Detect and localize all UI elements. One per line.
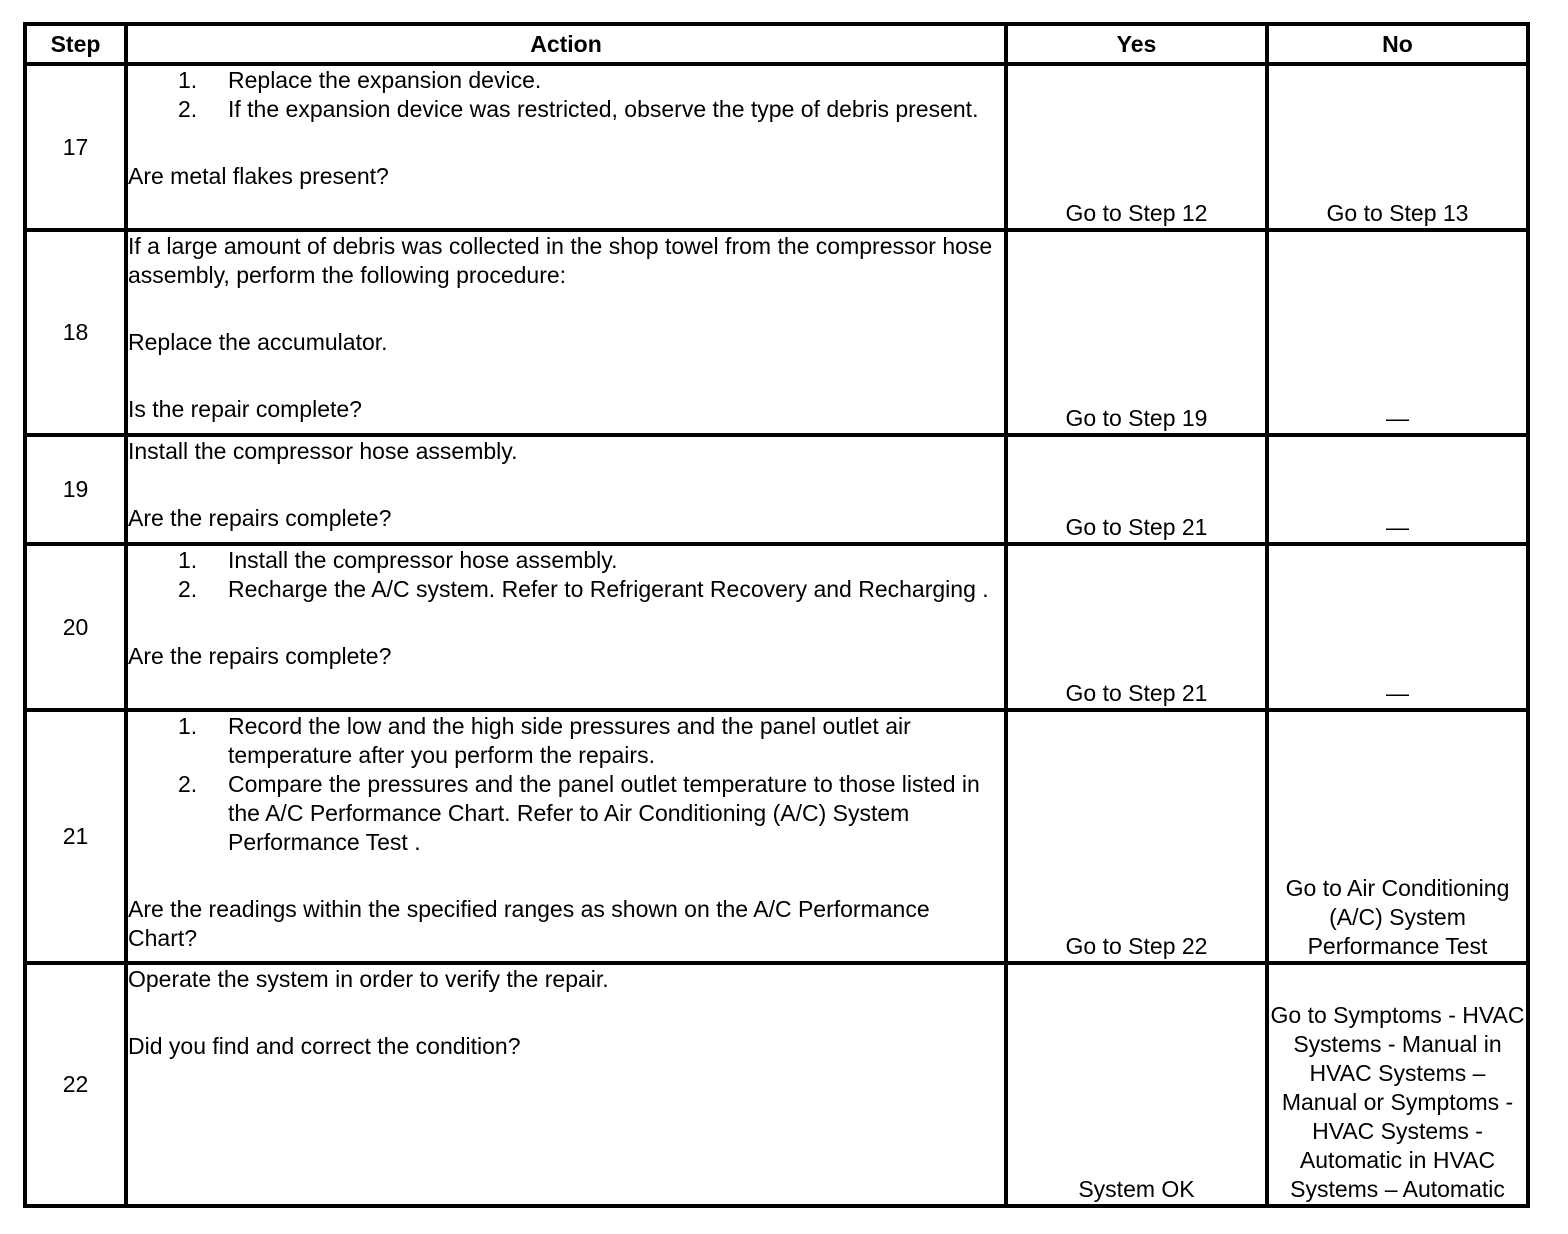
no-result: Go to Air Conditioning (A/C) System Performance Test: [1267, 710, 1528, 963]
list-item: [128, 770, 1004, 857]
question-text: Are the readings within the specified ranges as shown on the A/C Performance Chart?: [128, 896, 930, 951]
yes-result: Go to Step 19: [1006, 230, 1267, 435]
instruction-text: Replace the accumulator.: [128, 329, 388, 355]
yes-result: System OK: [1006, 963, 1267, 1206]
header-step: Step: [25, 24, 126, 64]
list-text: Replace the expansion device.: [228, 67, 542, 93]
question-text: Are the repairs complete?: [128, 505, 392, 531]
list-item: [128, 575, 1004, 604]
list-item: [128, 95, 1004, 124]
yes-result: Go to Step 12: [1006, 64, 1267, 230]
action-cell: [126, 230, 1006, 435]
action-cell: [126, 64, 1006, 230]
header-row: [25, 24, 1528, 64]
step-number: 19: [25, 435, 126, 544]
no-result: —: [1267, 544, 1528, 710]
table-row: [25, 64, 1528, 230]
table-row: [25, 963, 1528, 1206]
no-result: —: [1267, 435, 1528, 544]
list-text: Install the compressor hose assembly.: [228, 547, 618, 573]
header-action: Action: [126, 24, 1006, 64]
step-number: 20: [25, 544, 126, 710]
table-row: [25, 230, 1528, 435]
question-text: Did you find and correct the condition?: [128, 1033, 521, 1059]
list-number: 2.: [178, 576, 198, 602]
list-item: [128, 712, 1004, 770]
list-number: 1.: [178, 547, 198, 573]
yes-result: Go to Step 21: [1006, 544, 1267, 710]
header-no: No: [1267, 24, 1528, 64]
list-number: 2.: [178, 96, 198, 122]
table-row: [25, 435, 1528, 544]
action-list: [128, 546, 1004, 604]
action-list: [128, 712, 1004, 857]
no-result: —: [1267, 230, 1528, 435]
yes-result: Go to Step 22: [1006, 710, 1267, 963]
list-item: [128, 546, 1004, 575]
diagnostic-table: [23, 22, 1530, 1208]
list-text: Record the low and the high side pressures and the panel outlet air temperature after you perform the repairs.: [228, 713, 911, 768]
instruction-text: Install the compressor hose assembly.: [128, 438, 518, 464]
instruction-text: Operate the system in order to verify the repair.: [128, 966, 609, 992]
step-number: 18: [25, 230, 126, 435]
question-text: Is the repair complete?: [128, 396, 362, 422]
list-text: If the expansion device was restricted, observe the type of debris present.: [228, 96, 979, 122]
step-number: 22: [25, 963, 126, 1206]
action-list: [128, 66, 1004, 124]
list-number: 1.: [178, 713, 198, 739]
question-text: Are the repairs complete?: [128, 643, 392, 669]
no-result: Go to Step 13: [1267, 64, 1528, 230]
step-number: 21: [25, 710, 126, 963]
action-cell: [126, 963, 1006, 1206]
list-number: 2.: [178, 771, 198, 797]
list-number: 1.: [178, 67, 198, 93]
table-row: [25, 710, 1528, 963]
list-item: [128, 66, 1004, 95]
intro-text: If a large amount of debris was collected in the shop towel from the compressor hose assembly, perform the following procedure:: [128, 233, 993, 288]
header-yes: Yes: [1006, 24, 1267, 64]
yes-result: Go to Step 21: [1006, 435, 1267, 544]
action-cell: [126, 544, 1006, 710]
table-row: [25, 544, 1528, 710]
list-text: Recharge the A/C system. Refer to Refrigerant Recovery and Recharging .: [228, 576, 989, 602]
question-text: Are metal flakes present?: [128, 163, 389, 189]
list-text: Compare the pressures and the panel outlet temperature to those listed in the A/C Performance Chart. Refer to Air Conditioning (A/C) System Performance Test .: [228, 771, 980, 855]
step-number: 17: [25, 64, 126, 230]
no-result: Go to Symptoms - HVAC Systems - Manual in HVAC Systems – Manual or Symptoms - HVAC Systems - Automatic in HVAC Systems – Automatic: [1267, 963, 1528, 1206]
action-cell: [126, 435, 1006, 544]
action-cell: [126, 710, 1006, 963]
